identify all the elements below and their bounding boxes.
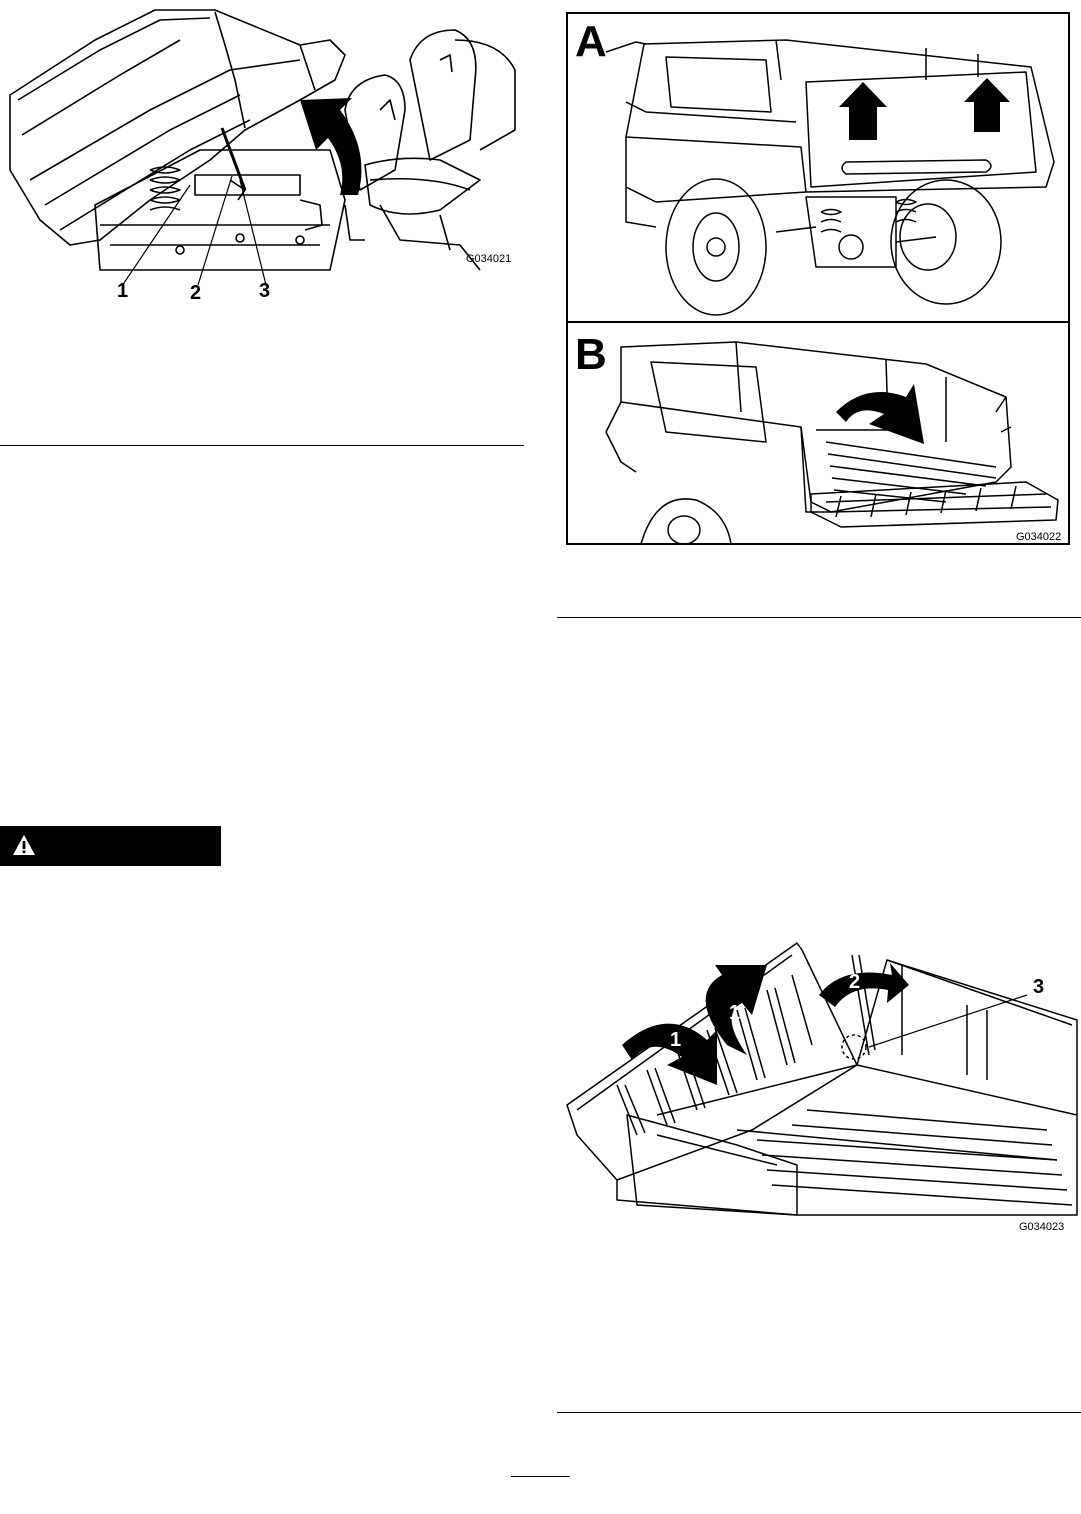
callout-3: 3 xyxy=(1033,976,1045,998)
panel-label-a: A xyxy=(575,17,607,66)
page-number-rule xyxy=(511,1476,570,1477)
curved-arrow-icon xyxy=(300,98,361,195)
panel-label-b: B xyxy=(575,330,607,379)
callout-1-right: 1 xyxy=(729,1002,741,1024)
curved-arrow-icon xyxy=(819,963,909,1007)
callout-1-left: 1 xyxy=(670,1029,682,1051)
callout-3: 3 xyxy=(259,280,271,302)
figure-id-label: G034022 xyxy=(1016,531,1062,543)
callout-1: 1 xyxy=(117,280,129,302)
figure-id-label: G034023 xyxy=(1019,1221,1065,1233)
section-rule xyxy=(0,445,524,446)
section-rule xyxy=(557,1412,1081,1413)
figure-bed-lift-support xyxy=(0,0,530,305)
callout-2: 2 xyxy=(849,971,861,993)
warning-triangle-icon xyxy=(12,834,36,856)
section-rule xyxy=(557,617,1081,618)
figure-side-panel-removal xyxy=(557,935,1081,1235)
figure-tailgate-open xyxy=(566,12,1071,545)
warning-banner xyxy=(0,826,221,866)
figure-id-label: G034021 xyxy=(466,253,512,265)
callout-2: 2 xyxy=(190,282,202,304)
